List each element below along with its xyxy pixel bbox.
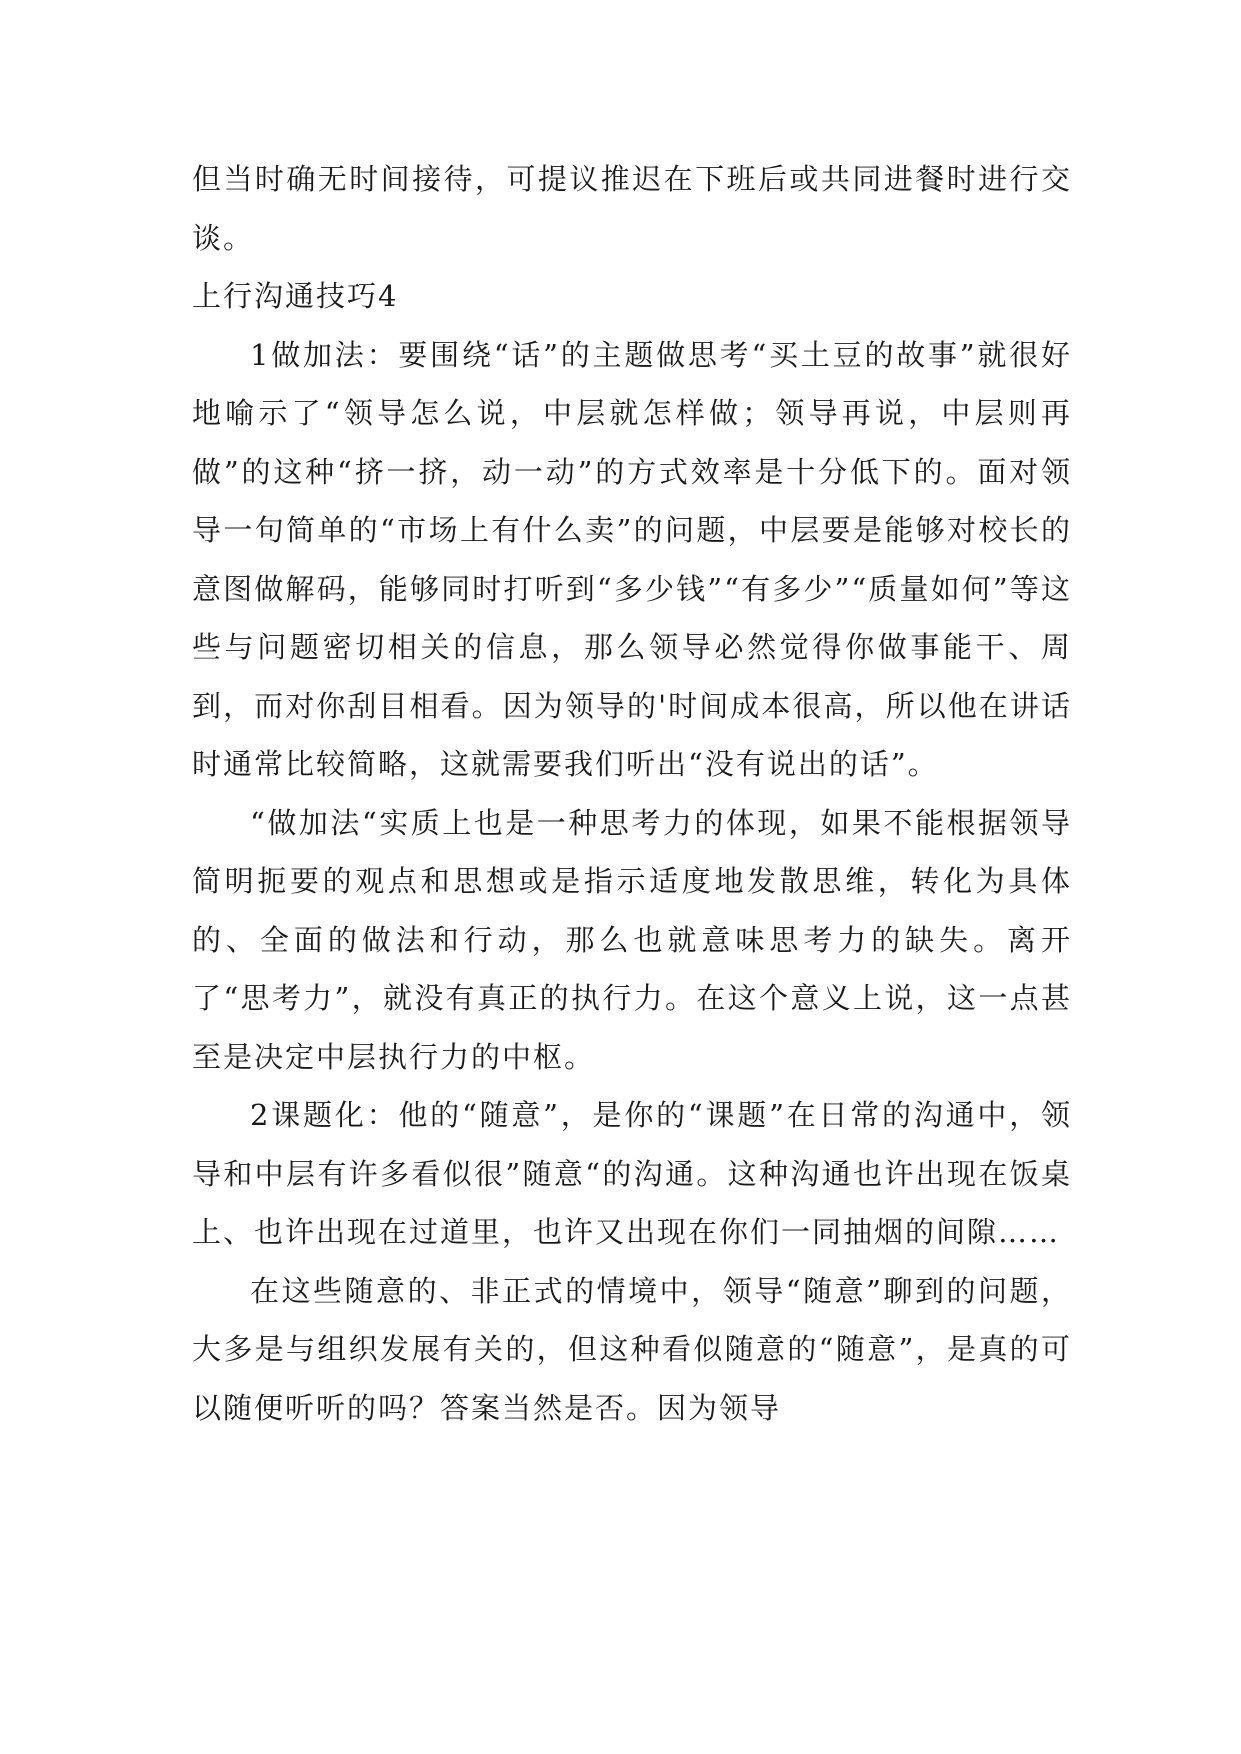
document-body — [192, 150, 1072, 1437]
paragraph-continuation: 但当时确无时间接待，可提议推迟在下班后或共同进餐时进行交谈。 — [192, 162, 1072, 255]
paragraph-addition: 1做加法：要围绕“话”的主题做思考“买土豆的故事”就很好地喻示了“领导怎么说，中层就怎样做；领导再说，中层则再做”的这种“挤一挤，动一动”的方式效率是十分低下的。面对领导一句简单的“市场上有什么卖”的问题，中层要是能够对校长的意图做解码，能够同时打听到“多少钱”“有多少”“质量如何”等这些与问题密切相关的信息，那么领导必然觉得你做事能干、周到，而对你刮目相看。因为领导的'时间成本很高，所以他在讲话时通常比较简略，这就需要我们听出“没有说出的话”。 — [192, 337, 1072, 781]
section-heading: 上行沟通技巧4 — [192, 279, 399, 313]
paragraph-topic: 2课题化：他的“随意”，是你的“课题”在日常的沟通中，领导和中层有许多看似很”随意“的沟通。这种沟通也许出现在饭桌上、也许出现在过道里，也许又出现在你们一同抽烟的间隙…… — [192, 1098, 1072, 1249]
paragraph-casual: 在这些随意的、非正式的情境中，领导“随意”聊到的问题，大多是与组织发展有关的，但这种看似随意的“随意”，是真的可以随便听听的吗？答案当然是否。因为领导 — [192, 1273, 1072, 1425]
paragraph-thinking: “做加法“实质上也是一种思考力的体现，如果不能根据领导简明扼要的观点和思想或是指示适度地发散思维，转化为具体的、全面的做法和行动，那么也就意味思考力的缺失。离开了“思考力”，就没有真正的执行力。在这个意义上说，这一点甚至是决定中层执行力的中枢。 — [192, 805, 1072, 1074]
